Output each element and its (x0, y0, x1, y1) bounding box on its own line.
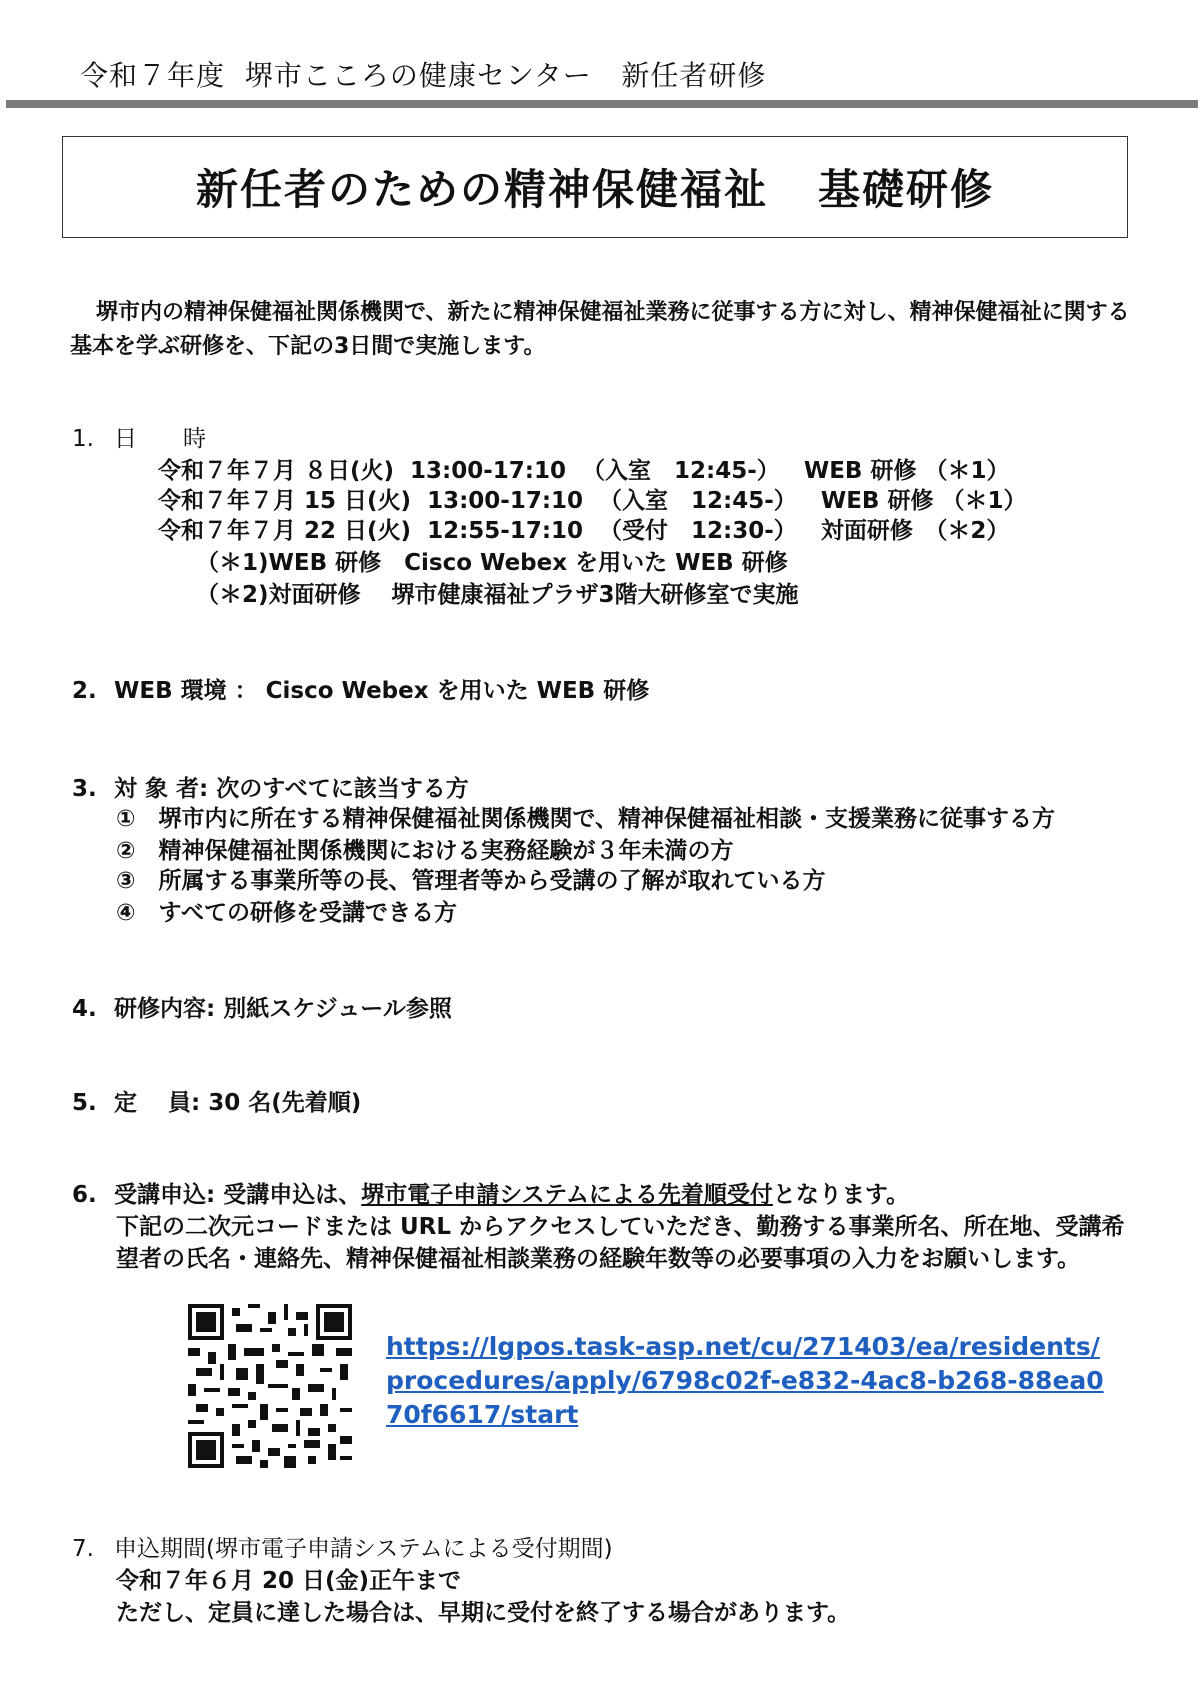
schedule-entry: （受付 12:30-） (599, 518, 797, 544)
schedule-date: 令和７年７月 ８日(火) (158, 458, 395, 484)
schedule-time: 13:00-17:10 (427, 488, 584, 514)
section-5-heading (72, 1084, 361, 1117)
section-6-heading (72, 1176, 909, 1209)
schedule-date: 令和７年７月 15 日(火) (158, 488, 412, 514)
header-program: 新任者研修 (621, 59, 767, 92)
application-instructions: 下記の二次元コードまたは URL からアクセスしていただき、勤務する事業所名、所在地、受講希 (116, 1214, 1125, 1240)
section-3-heading (72, 770, 469, 803)
section-6-underlined: 堺市電子申請システムによる先着順受付 (361, 1182, 773, 1208)
schedule-row (158, 512, 1009, 545)
schedule-entry: （入室 12:45-） (582, 458, 780, 484)
schedule-note: （＊1)WEB 研修 Cisco Webex を用いた WEB 研修 (196, 550, 788, 576)
schedule-format: 対面研修 （＊2） (820, 518, 1010, 544)
section-4-text: 研修内容: 別紙スケジュール参照 (114, 996, 452, 1022)
title-sub: 基礎研修 (817, 165, 994, 214)
schedule-row (158, 482, 1026, 515)
title-main: 新任者のための精神保健福祉 (196, 165, 769, 214)
section-6-label-end: となります。 (772, 1182, 910, 1208)
section-4-heading (72, 990, 452, 1023)
header-fiscal-year: 令和７年度 (80, 59, 226, 92)
application-instructions: 望者の氏名・連絡先、精神保健福祉相談業務の経験年数等の必要事項の入力をお願いします。 (116, 1246, 1081, 1272)
eligibility-item: ④ すべての研修を受講できる方 (116, 900, 458, 926)
section-5-text: 定 員: 30 名(先着順) (114, 1090, 362, 1116)
section-5-number: 5. (72, 1090, 97, 1116)
section-7-number: 7. (72, 1536, 94, 1562)
title-box (62, 136, 1128, 238)
section-3-label: 対 象 者: 次のすべてに該当する方 (114, 776, 469, 802)
header-divider (6, 100, 1198, 108)
schedule-format: WEB 研修 （＊1） (820, 488, 1027, 514)
intro-paragraph: 堺市内の精神保健福祉関係機関で、新たに精神保健福祉業務に従事する方に対し、精神保健福祉に関する基本を学ぶ研修を、下記の3日間で実施します。 (70, 300, 1130, 359)
application-deadline: 令和７年６月 20 日(金)正午まで (116, 1568, 462, 1594)
section-2-number: 2. (72, 678, 97, 704)
header-organization: 堺市こころの健康センター (244, 59, 592, 92)
schedule-row (158, 452, 1009, 485)
section-1-label: 日 時 (114, 426, 206, 452)
section-4-number: 4. (72, 996, 97, 1022)
eligibility-item: ③ 所属する事業所等の長、管理者等から受講の了解が取れている方 (116, 868, 826, 894)
section-3-number: 3. (72, 776, 97, 802)
eligibility-item: ② 精神保健福祉関係機関における実務経験が３年未満の方 (116, 838, 734, 864)
schedule-note: （＊2)対面研修 堺市健康福祉プラザ3階大研修室で実施 (196, 582, 799, 608)
section-6-number: 6. (72, 1182, 97, 1208)
section-1-number: 1. (72, 426, 94, 452)
schedule-time: 13:00-17:10 (410, 458, 567, 484)
schedule-time: 12:55-17:10 (427, 518, 584, 544)
section-2-heading (72, 672, 649, 705)
section-7-heading (72, 1530, 613, 1563)
page-title (196, 157, 994, 217)
application-deadline-note: ただし、定員に達した場合は、早期に受付を終了する場合があります。 (116, 1600, 851, 1626)
application-url-link[interactable]: https://lgpos.task-asp.net/cu/271403/ea/residents/procedures/apply/6798c02f-e832-4ac8-b268-88ea070f6617/start (386, 1332, 1104, 1429)
section-7-label: 申込期間(堺市電子申請システムによる受付期間) (114, 1536, 613, 1562)
section-6-label: 受講申込: 受講申込は、 (114, 1182, 362, 1208)
page-header (80, 54, 766, 94)
section-2-text: WEB 環境 ： Cisco Webex を用いた WEB 研修 (114, 678, 650, 704)
section-1-heading (72, 420, 206, 453)
schedule-entry: （入室 12:45-） (599, 488, 797, 514)
qr-code-icon[interactable] (188, 1304, 352, 1468)
eligibility-item: ① 堺市内に所在する精神保健福祉関係機関で、精神保健福祉相談・支援業務に従事する方 (116, 806, 1056, 832)
schedule-date: 令和７年７月 22 日(火) (158, 518, 412, 544)
schedule-format: WEB 研修 （＊1） (803, 458, 1010, 484)
